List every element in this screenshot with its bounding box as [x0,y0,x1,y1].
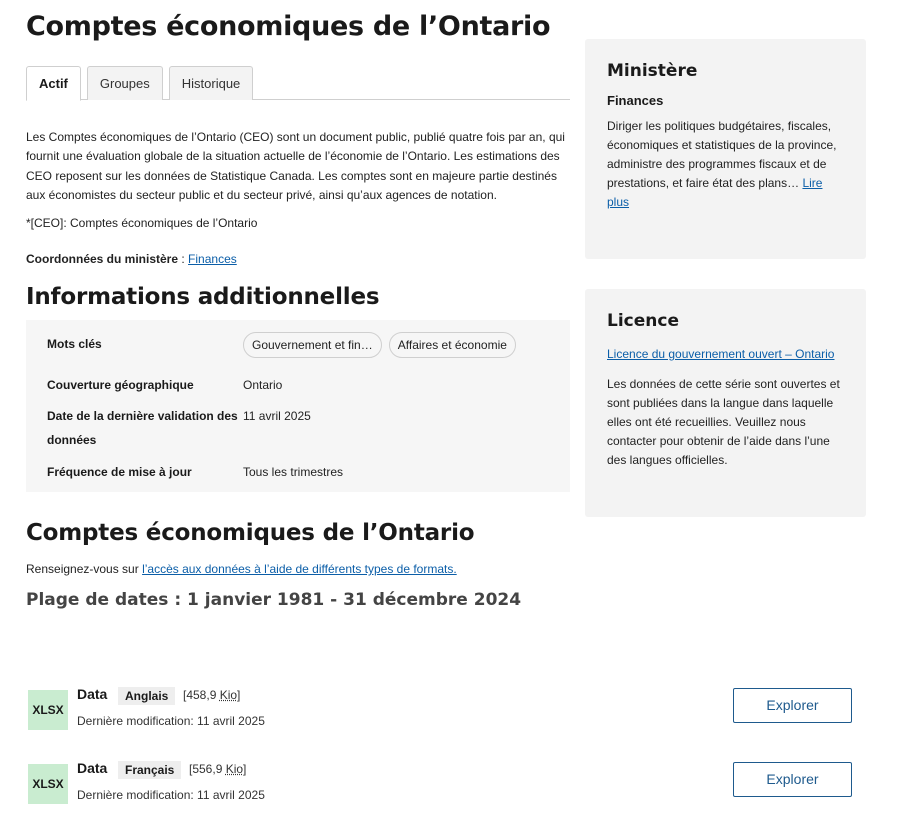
resources-heading: Comptes économiques de l’Ontario [26,520,475,547]
date-range: Plage de dates : 1 janvier 1981 - 31 décembre 2024 [26,590,522,611]
data-formats-link[interactable]: l’accès aux données à l’aide de différents types de formats. [142,562,457,577]
ministry-card [585,39,866,259]
keyword-chips [243,332,549,373]
language-badge: Anglais [118,687,175,705]
licence-heading: Licence [607,311,679,331]
language-badge: Français [118,761,181,779]
geo-label: Couverture géographique [47,378,194,393]
licence-link[interactable]: Licence du gouvernement ouvert – Ontario [607,347,835,361]
file-size: [556,9 Kio] [189,762,247,776]
keyword-chip[interactable]: Gouvernement et fin… [243,332,382,358]
licence-description: Les données de cette série sont ouvertes et sont publiées dans la langue dans laquelle elles ont été recueillies. Veuillez nous contacter pour obtenir de l’aide dans l’une des langues officielles. [607,377,840,467]
resource-item [28,686,852,732]
contact-ministry-link[interactable]: Finances [188,252,237,267]
ministry-heading: Ministère [607,61,698,81]
frequency-value: Tous les trimestres [243,465,344,480]
resources-intro-text: Renseignez-vous sur [26,562,143,577]
main-content [26,10,570,610]
resource-item [28,760,852,806]
ministry-name: Finances [607,93,664,108]
resources-intro [26,562,570,576]
frequency-label: Fréquence de mise à jour [47,465,192,480]
sidebar [585,39,866,517]
page-title: Comptes économiques de l’Ontario [26,11,551,42]
info-row-validated [47,404,549,460]
tab-bar [26,66,570,100]
ministry-contact [26,252,570,266]
keyword-chip[interactable]: Affaires et économie [389,332,516,358]
contact-label: Coordonnées du ministère [26,252,179,267]
format-badge: XLSX [28,764,68,804]
resource-name[interactable]: Data [77,760,108,776]
dataset-description: Les Comptes économiques de l’Ontario (CEO) sont un document public, publié quatre fois par an, qui fournit une évaluation globale de la situation actuelle de l’économie de l’Ontario. Les estimations des CEO reposent sur les données de Statistique Canada. Les comptes sont en majeure partie destinés aux économistes du secteur public et du secteur privé, ainsi qu’aux agences de notation. [26,130,565,202]
size-unit: Kio [219,688,238,702]
tab-actif[interactable]: Actif [26,66,81,101]
file-size: [458,9 Kio] [183,688,241,702]
explore-button[interactable]: Explorer [733,762,852,797]
info-row-keywords [47,332,549,373]
abbreviation-footnote: *[CEO]: Comptes économiques de l’Ontario [26,216,258,231]
format-badge: XLSX [28,690,68,730]
last-modified: Dernière modification: 11 avril 2025 [77,788,265,802]
keywords-label: Mots clés [47,337,102,352]
licence-card [585,289,866,517]
validated-value: 11 avril 2025 [243,409,311,424]
info-row-geo [47,373,549,404]
geo-value: Ontario [243,378,283,393]
validated-label: Date de la dernière validation des données [47,409,238,448]
info-row-frequency [47,460,549,484]
contact-separator: : [178,252,189,267]
additional-info-table [26,320,570,492]
ministry-description: Diriger les politiques budgétaires, fiscales, économiques et statistiques de la province, administre des programmes fiscaux et de prestations, et faire état des plans… Lire plus [607,119,837,209]
read-more-link[interactable]: Lire plus [607,176,823,209]
additional-info-heading: Informations additionnelles [26,284,380,311]
explore-button[interactable]: Explorer [733,688,852,723]
last-modified: Dernière modification: 11 avril 2025 [77,714,265,728]
tab-groupes[interactable]: Groupes [87,66,163,100]
tab-historique[interactable]: Historique [169,66,254,100]
resource-name[interactable]: Data [77,686,108,702]
size-unit: Kio [225,762,244,776]
